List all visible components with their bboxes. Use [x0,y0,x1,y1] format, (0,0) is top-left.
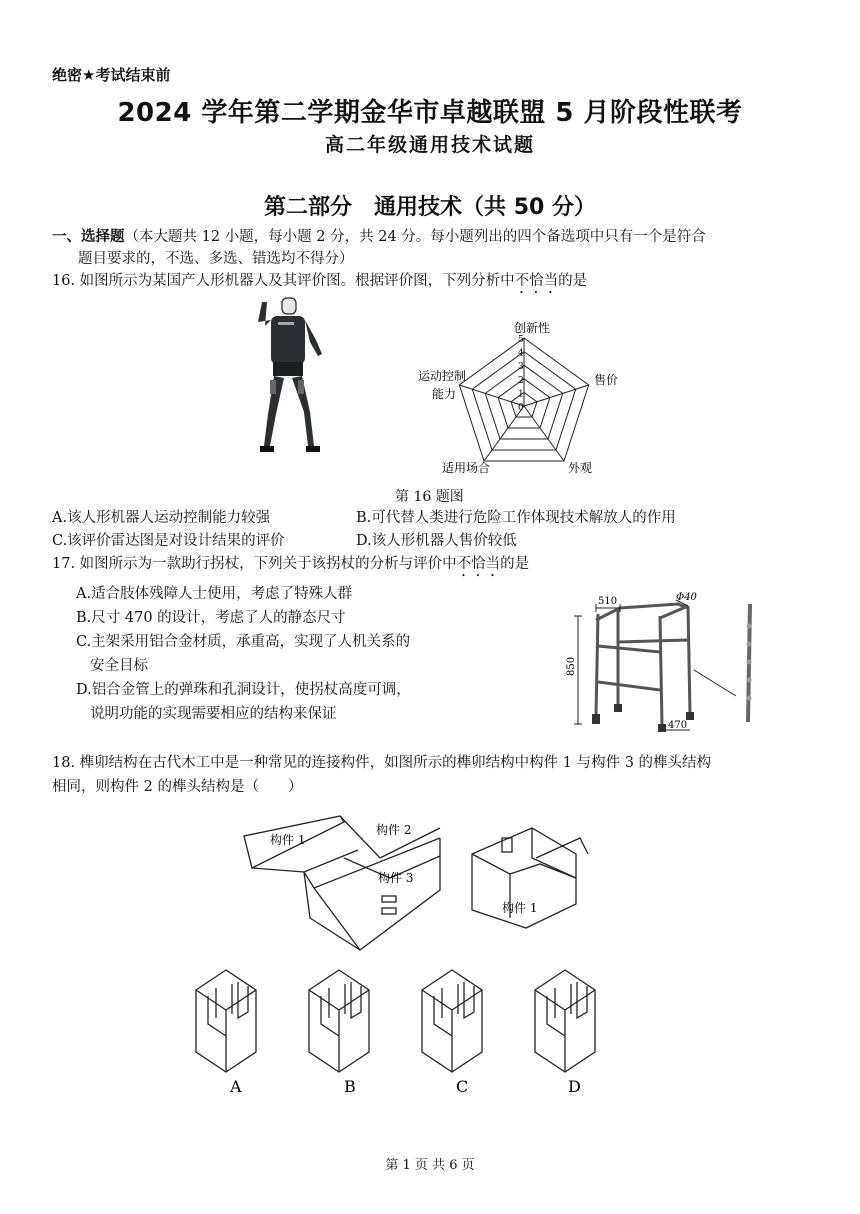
q18-option-a-label: A [230,1077,242,1096]
q16-caption: 第 16 题图 [395,489,464,505]
radar-label-innovation: 创新性 [513,321,551,335]
q18-option-shape [309,970,369,1072]
q18-option-b-label: B [344,1077,356,1096]
exam-subtitle: 高二年级通用技术试题 [324,134,535,156]
instruction-line-1: （本大题共 12 小题，每小题 2 分，共 24 分。每小题列出的四个备选项中只有一个是符合 [124,229,706,245]
radar-label-motion-1: 运动控制 [418,369,467,383]
radar-tick-label: 4 [518,348,524,359]
mortise-joint-diagram [240,808,630,958]
radar-ticks [518,335,524,413]
q16-emphasis: 不恰当 [514,273,559,289]
q17-option-d-line1: D.铝合金管上的弹珠和孔洞设计，使拐杖高度可调， [76,682,411,698]
robot-figure [240,296,340,476]
q18-stem-line2: 相同，则构件 2 的榫头结构是（ ） [52,779,303,795]
walker-figure [560,586,790,732]
q18-stem-line1: 18. 榫卯结构在古代木工中是一种常见的连接构件，如图所示的榫卯结构中构件 1 与构件 3 的榫头结构 [52,755,712,771]
q18-option-d-label: D [568,1077,581,1096]
q18-option-shape [535,970,595,1072]
q17-option-c-line1: C.主架采用铝合金材质，承重高，实现了人机关系的 [76,634,411,650]
q16-option-d: D.该人形机器人售价较低 [356,533,517,549]
label-part1-b: 构件 1 [502,901,538,915]
label-part3: 构件 3 [378,871,414,885]
radar-tick-label: 5 [518,335,524,345]
q18-option-c-label: C [456,1077,469,1096]
q16-radar-chart [404,318,634,478]
label-part2: 构件 2 [376,823,412,837]
radar-label-appearance: 外观 [568,461,593,475]
label-part1: 构件 1 [270,833,306,847]
q18-option-shape [196,970,256,1072]
q17-option-a: A.适合肢体残障人士使用，考虑了特殊人群 [76,586,353,602]
section-heading: 一、选择题 [52,229,125,245]
exam-title: 2024 学年第二学期金华市卓越联盟 5 月阶段性联考 [117,98,743,128]
part-title: 第二部分 通用技术（共 50 分） [264,195,596,220]
radar-tick-label: 0 [518,403,524,413]
radar-grid [459,338,588,461]
page-footer: 第 1 页 共 6 页 [385,1158,475,1173]
dim-diameter: Φ40 [676,592,697,603]
q17-option-d-line2: 说明功能的实现需要相应的结构来保证 [90,706,337,722]
radar-label-motion-2: 能力 [432,387,457,401]
dim-850: 850 [566,656,577,676]
radar-tick-label: 1 [518,389,524,400]
dim-470: 470 [668,720,688,731]
q17-emphasis: 不恰当 [456,556,501,572]
q16-stem: 16. 如图所示为某国产人形机器人及其评价图。根据评价图，下列分析中不恰当的是 [52,273,588,289]
radar-label-price: 售价 [594,373,619,387]
q17-stem: 17. 如图所示为一款助行拐杖，下列关于该拐杖的分析与评价中不恰当的是 [52,556,530,572]
q16-option-a: A.该人形机器人运动控制能力较强 [52,510,271,526]
radar-tick-label: 2 [518,375,524,386]
radar-tick-label: 3 [518,362,524,373]
confidential-mark: 绝密★考试结束前 [52,66,171,84]
radar-label-scenario: 适用场合 [442,461,491,475]
q17-option-c-line2: 安全目标 [90,658,148,674]
q16-option-c: C.该评价雷达图是对设计结果的评价 [52,533,285,549]
dim-510: 510 [598,596,618,607]
q16-option-b: B.可代替人类进行危险工作体现技术解放人的作用 [356,510,676,526]
q18-option-shape [422,970,482,1072]
section-instruction [52,226,822,270]
instruction-line-2: 题目要求的，不选、多选、错选均不得分） [78,251,354,267]
q18-options [186,960,656,1100]
q17-option-b: B.尺寸 470 的设计，考虑了人的静态尺寸 [76,610,346,626]
